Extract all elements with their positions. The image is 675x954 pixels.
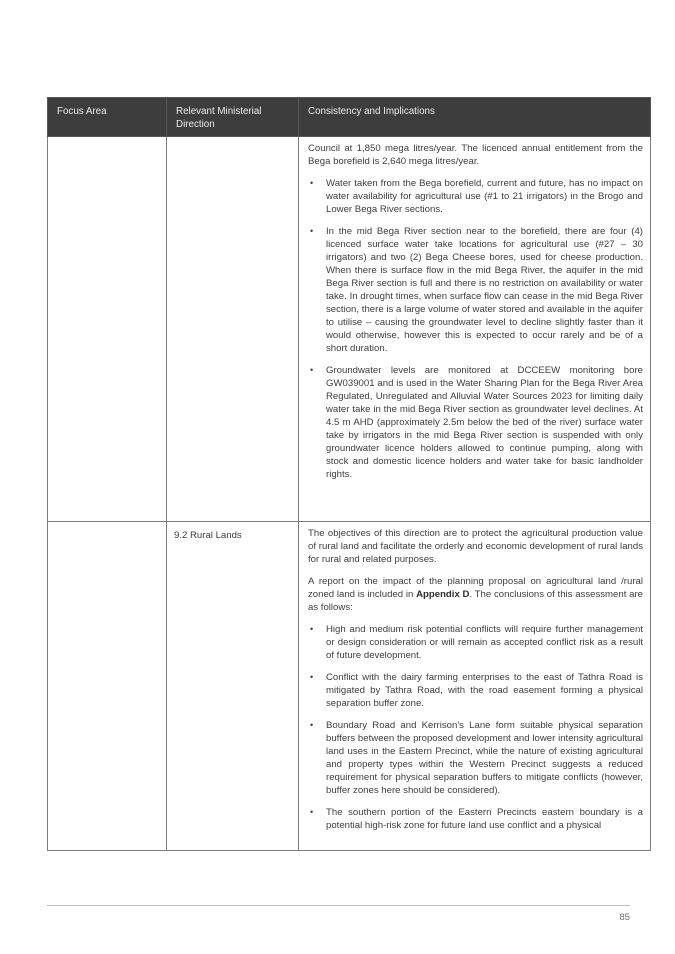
bullet-text: Groundwater levels are monitored at DCCEEW monitoring bore GW039001 and is used in the Water Sharing Plan for the Bega River Area Regulated, Unregulated and Alluvial Water Sources 2023 for limiting daily water take in the mid Bega River section as groundwater level declines. At 4.5 m AHD (approximately 2.5m below the bed of the river) surface water take by irrigators in the mid Bega River section is suspended with only groundwater licence holders allowed to continue pumping, along with stock and domestic licence holders and water take for basic landholder rights. xyxy=(326,365,643,480)
col-header-ministerial-direction: Relevant Ministerial Direction xyxy=(167,98,299,137)
bullet-text: Conflict with the dairy farming enterprises to the east of Tathra Road is mitigated by Tathra Road, with the road easement forming a physical separation buffer zone. xyxy=(326,672,643,709)
consistency-cell xyxy=(299,522,651,851)
ministerial-directions-table xyxy=(47,97,651,851)
focus-area-cell xyxy=(48,137,167,522)
bullet-icon: • xyxy=(310,672,314,682)
appendix-paragraph-post: . The conclusions of this assessment are as follows: xyxy=(308,589,643,613)
col-header-consistency-implications: Consistency and Implications xyxy=(299,98,651,137)
list-item xyxy=(308,623,643,662)
col-header-focus-area: Focus Area xyxy=(48,98,167,137)
bullet-text: Water taken from the Bega borefield, current and future, has no impact on water availability for agricultural use (#1 to 21 irrigators) in the Brogo and Lower Bega River sections. xyxy=(326,178,643,215)
bullet-text: The southern portion of the Eastern Precincts eastern boundary is a potential high-risk zone for future land use conflict and a physical xyxy=(326,807,643,831)
appendix-paragraph-pre: A report on the impact of the planning proposal on agricultural land /rural zoned land is included in xyxy=(308,576,643,600)
list-item xyxy=(308,225,643,355)
bullet-text: Boundary Road and Kerrison's Lane form suitable physical separation buffers between the proposed development and lower intensity agricultural land uses in the Eastern Precinct, while the nature of existing agricultural and property types within the Western Precinct suggests a reduced requirement for physical separation buffers to mitigate conflicts (however, buffer zones here should be considered). xyxy=(326,720,643,796)
table-row xyxy=(48,137,651,522)
list-item xyxy=(308,671,643,710)
bullet-icon: • xyxy=(310,807,314,817)
footer-divider xyxy=(47,905,630,906)
ministerial-direction-cell xyxy=(167,137,299,522)
table-header-row xyxy=(48,98,651,137)
objectives-paragraph: The objectives of this direction are to protect the agricultural production value of rural land and facilitate the orderly and economic development of rural lands for rural and related purposes. xyxy=(308,528,643,565)
list-item xyxy=(308,177,643,216)
bullet-icon: • xyxy=(310,720,314,730)
focus-area-cell xyxy=(48,522,167,851)
list-item xyxy=(308,719,643,797)
bullet-icon: • xyxy=(310,226,314,236)
list-item xyxy=(308,806,643,832)
bullet-icon: • xyxy=(310,365,314,375)
list-item xyxy=(308,364,643,481)
appendix-reference: Appendix D xyxy=(416,589,470,600)
bullet-text: In the mid Bega River section near to the borefield, there are four (4) licenced surface water take locations for agricultural use (#27 – 30 irrigators) and two (2) Bega Cheese bores, used for cheese production. When there is surface flow in the mid Bega River, the aquifer in the mid Bega River section is full and there is no restriction on availability or water take. In drought times, when surface flow can cease in the mid Bega River section, there is a large volume of water stored and available in the aquifer to utilise – causing the groundwater level to decline slightly faster than it would otherwise, however this is expected to occur rarely and be of a short duration. xyxy=(326,226,643,354)
continuation-paragraph: Council at 1,850 mega litres/year. The licenced annual entitlement from the Bega borefield is 2,640 mega litres/year. xyxy=(308,143,643,167)
bullet-icon: • xyxy=(310,624,314,634)
ministerial-direction-cell: 9.2 Rural Lands xyxy=(167,522,299,851)
appendix-paragraph xyxy=(308,575,643,614)
table-row xyxy=(48,522,651,851)
page-number: 85 xyxy=(619,912,630,923)
consistency-cell xyxy=(299,137,651,522)
bullet-icon: • xyxy=(310,178,314,188)
bullet-text: High and medium risk potential conflicts will require further management or design consideration or will remain as accepted conflict risk as a result of future development. xyxy=(326,624,643,661)
